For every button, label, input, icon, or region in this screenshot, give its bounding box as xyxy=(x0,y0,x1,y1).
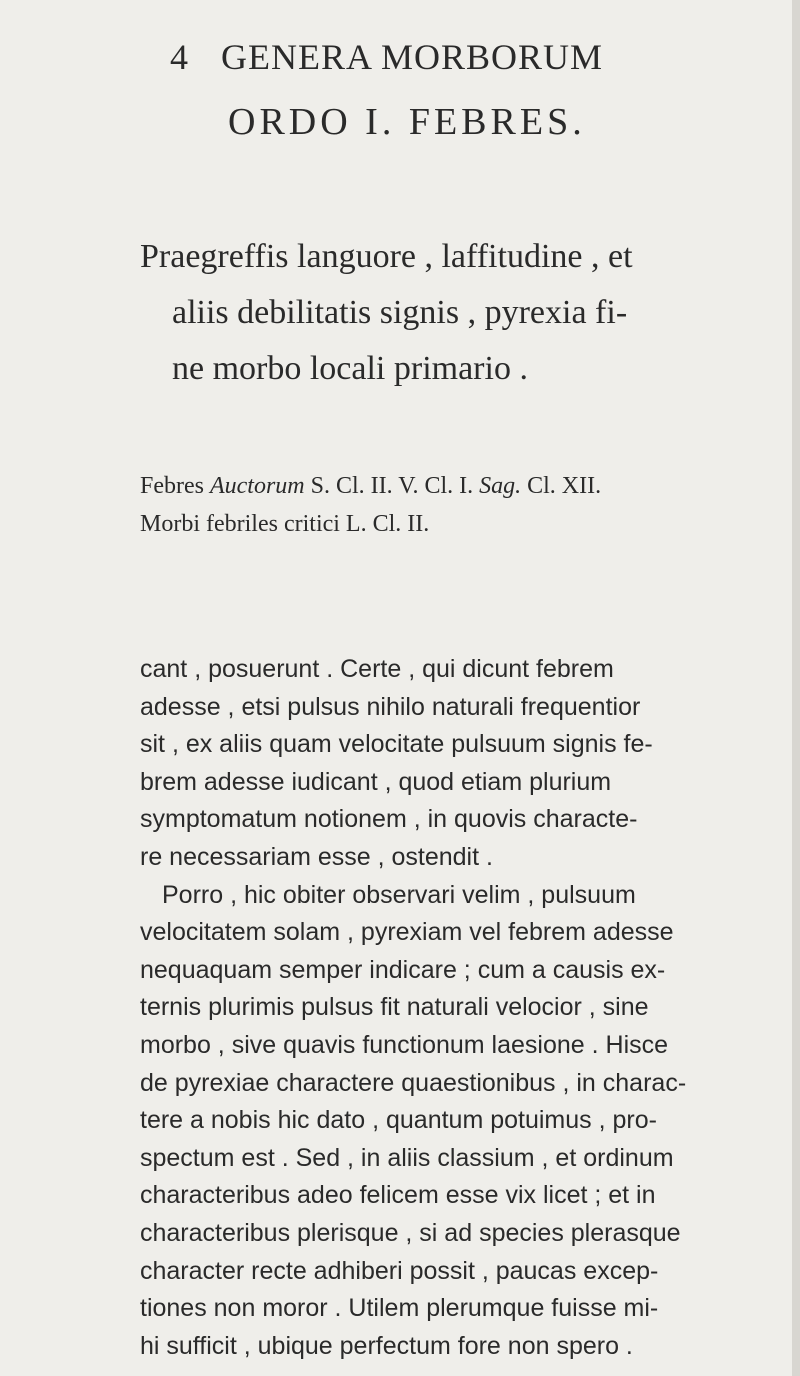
body-line: adesse , etsi pulsus nihilo naturali frequentior xyxy=(140,692,641,721)
body-line: sit , ex aliis quam velocitate pulsuum signis fe- xyxy=(140,730,653,759)
body-line: velocitatem solam , pyrexiam vel febrem adesse xyxy=(140,918,674,947)
body-line: tere a nobis hic dato , quantum potuimus , pro- xyxy=(140,1106,657,1135)
body-line: re necessariam esse , ostendit . xyxy=(140,843,493,871)
section-title: ORDO I. FEBRES. xyxy=(228,101,586,143)
definition-line: ne morbo locali primario . xyxy=(172,350,528,387)
body-line: Porro , hic obiter observari velim , pulsuum xyxy=(162,880,636,909)
body-line: cant , posuerunt . Certe , qui dicunt febrem xyxy=(140,655,614,683)
running-header xyxy=(170,36,603,78)
synonyms-line: Morbi febriles critici L. Cl. II. xyxy=(140,511,430,537)
body-line: tiones non moror . Utilem plerumque fuisse mi- xyxy=(140,1294,659,1323)
synonym-author: Auctorum xyxy=(209,473,305,499)
synonym-author: Sag. xyxy=(479,473,522,499)
body-line: character recte adhiberi possit , paucas excep- xyxy=(140,1256,659,1285)
body-line: nequaquam semper indicare ; cum a causis ex- xyxy=(140,955,666,984)
body-line: hi sufficit , ubique perfectum fore non spero . xyxy=(140,1331,633,1360)
body-line: characteribus plerisque , si ad species plerasque xyxy=(140,1219,681,1247)
body-line: de pyrexiae charactere quaestionibus , in charac- xyxy=(140,1068,687,1097)
body-line: morbo , sive quavis functionum laesione . Hisce xyxy=(140,1031,669,1059)
definition-line: aliis debilitatis signis , pyrexia fi- xyxy=(172,294,628,331)
body-line: ternis plurimis pulsus fit naturali velocior , sine xyxy=(140,993,649,1022)
synonym-text: S. Cl. II. V. Cl. I. xyxy=(304,473,480,499)
body-line: spectum est . Sed , in aliis classium , et ordinum xyxy=(140,1143,674,1172)
page-number: 4 xyxy=(170,37,189,77)
body-line: characteribus adeo felicem esse vix licet ; et in xyxy=(140,1181,656,1210)
definition-line: Praegreffis languore , laffitudine , et xyxy=(140,238,633,275)
running-title: GENERA MORBORUM xyxy=(221,37,604,77)
page-edge xyxy=(792,0,800,1376)
synonym-text: Febres xyxy=(140,473,210,499)
synonym-text: Cl. XII. xyxy=(521,473,602,499)
body-line: brem adesse iudicant , quod etiam plurium xyxy=(140,767,612,796)
synonyms-line xyxy=(140,473,601,500)
body-line: symptomatum notionem , in quovis characte- xyxy=(140,805,638,834)
